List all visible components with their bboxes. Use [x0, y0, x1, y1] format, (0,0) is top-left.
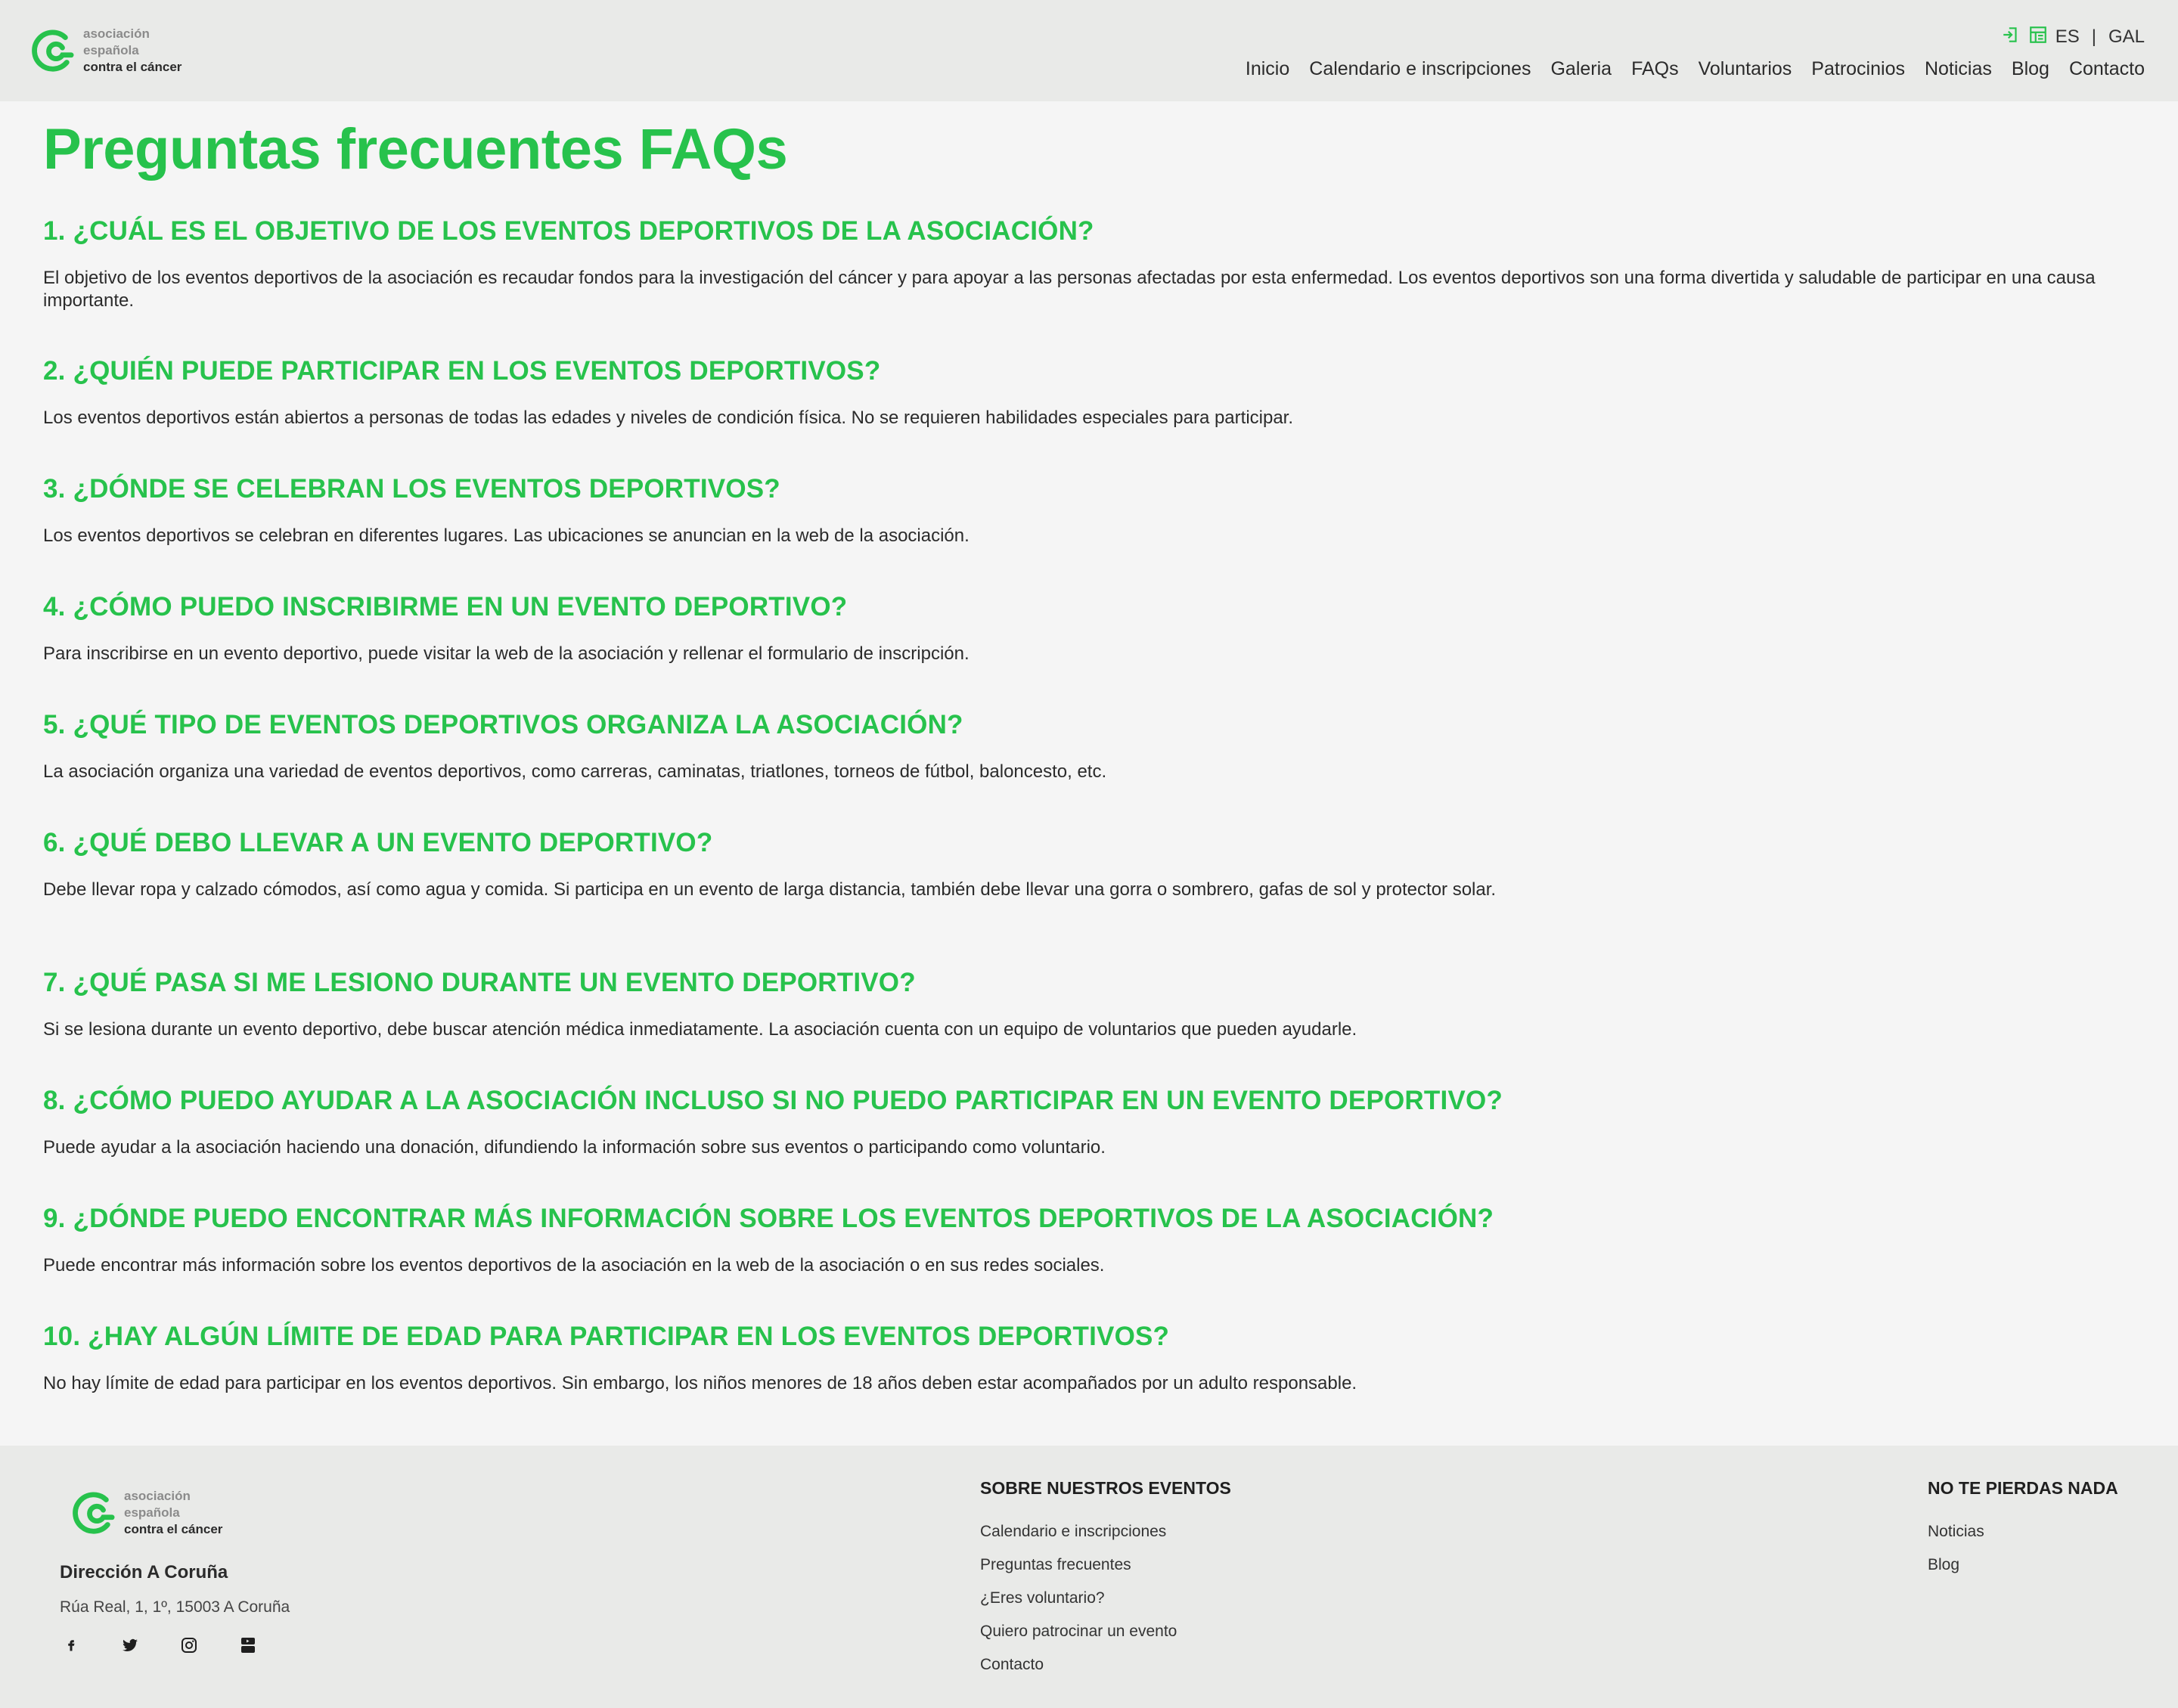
brand-line-3: contra el cáncer: [124, 1522, 223, 1536]
faq-question: 5. ¿QUÉ TIPO DE EVENTOS DEPORTIVOS ORGANIZA LA ASOCIACIÓN?: [43, 710, 963, 739]
footer-link-patrocinar[interactable]: Quiero patrocinar un evento: [980, 1623, 1177, 1640]
faq-answer: Puede ayudar a la asociación haciendo una donación, difundiendo la información sobre sus eventos o participando como voluntario.: [43, 1137, 1106, 1158]
footer-col-news: [1928, 1477, 2118, 1582]
brand-line-3: contra el cáncer: [83, 60, 182, 74]
instagram-icon[interactable]: [178, 1635, 200, 1656]
faq-content: [43, 113, 2145, 1393]
faq-item: [43, 966, 2145, 1041]
faq-answer: No hay límite de edad para participar en los eventos deportivos. Sin embargo, los niños menores de 18 años deben estar acompañados por un adulto responsable.: [43, 1373, 1357, 1393]
nav-blog[interactable]: Blog: [2011, 57, 2049, 79]
nav-inicio[interactable]: Inicio: [1245, 57, 1290, 79]
login-icon[interactable]: [2001, 25, 2021, 50]
lang-separator: |: [2091, 26, 2096, 47]
social-links: [60, 1635, 259, 1656]
nav-voluntarios[interactable]: Voluntarios: [1698, 57, 1792, 79]
main-nav: [1246, 56, 2145, 82]
footer-col-title: SOBRE NUESTROS EVENTOS: [980, 1478, 1231, 1498]
faq-item: [43, 472, 2145, 547]
brand-line-1: asociación: [83, 26, 150, 41]
facebook-icon[interactable]: [60, 1635, 82, 1656]
faq-answer: Si se lesiona durante un evento deportivo, debe buscar atención médica inmediatamente. La asociación cuenta con un equipo de voluntarios que pueden ayudarle.: [43, 1019, 1357, 1040]
address-text: Rúa Real, 1, 1º, 15003 A Coruña: [60, 1598, 290, 1616]
faq-item: [43, 590, 2145, 665]
footer-link-calendario[interactable]: Calendario e inscripciones: [980, 1523, 1167, 1540]
brand-logo-icon: [71, 1489, 115, 1536]
faq-question: 8. ¿CÓMO PUEDO AYUDAR A LA ASOCIACIÓN INCLUSO SI NO PUEDO PARTICIPAR EN UN EVENTO DEPORTIVO?: [43, 1086, 1503, 1115]
faq-answer: Los eventos deportivos están abiertos a personas de todas las edades y niveles de condición física. No se requieren habilidades especiales para participar.: [43, 408, 1294, 428]
nav-noticias[interactable]: Noticias: [1924, 57, 1992, 79]
faq-question: 7. ¿QUÉ PASA SI ME LESIONO DURANTE UN EVENTO DEPORTIVO?: [43, 968, 916, 997]
footer-link-contacto[interactable]: Contacto: [980, 1656, 1044, 1673]
faq-item: [43, 214, 2145, 312]
dashboard-icon[interactable]: [2028, 25, 2048, 50]
nav-calendario[interactable]: Calendario e inscripciones: [1309, 57, 1531, 79]
utility-bar: [2001, 26, 2145, 48]
faq-answer: Puede encontrar más información sobre los eventos deportivos de la asociación en la web de la asociación o en sus redes sociales.: [43, 1255, 1105, 1276]
faq-answer: La asociación organiza una variedad de eventos deportivos, como carreras, caminatas, triatlones, torneos de fútbol, baloncesto, etc.: [43, 761, 1107, 782]
brand-line-1: asociación: [124, 1489, 191, 1503]
nav-galeria[interactable]: Galeria: [1550, 57, 1612, 79]
brand-line-2: española: [124, 1505, 180, 1520]
faq-answer: Para inscribirse en un evento deportivo, puede visitar la web de la asociación y rellenar el formulario de inscripción.: [43, 643, 970, 664]
faq-item: [43, 708, 2145, 783]
faq-question: 3. ¿DÓNDE SE CELEBRAN LOS EVENTOS DEPORTIVOS?: [43, 474, 780, 504]
nav-contacto[interactable]: Contacto: [2068, 57, 2145, 79]
faq-item: [43, 1319, 2145, 1395]
faq-answer: El objetivo de los eventos deportivos de la asociación es recaudar fondos para la investigación del cáncer y para apoyar a las personas afectadas por esta enfermedad. Los eventos deportivos son una forma divertida y saludable de participar en una causa importante.: [43, 268, 2096, 311]
faq-item: [43, 1201, 2145, 1277]
faq-question: 10. ¿HAY ALGÚN LÍMITE DE EDAD PARA PARTICIPAR EN LOS EVENTOS DEPORTIVOS?: [43, 1322, 1170, 1351]
footer-link-voluntario[interactable]: ¿Eres voluntario?: [980, 1589, 1105, 1607]
faq-question: 4. ¿CÓMO PUEDO INSCRIBIRME EN UN EVENTO DEPORTIVO?: [43, 592, 848, 622]
brand-line-2: española: [83, 43, 139, 57]
lang-gal[interactable]: GAL: [2108, 26, 2145, 47]
faq-answer: Los eventos deportivos se celebran en diferentes lugares. Las ubicaciones se anuncian en la web de la asociación.: [43, 525, 970, 546]
faq-item: [43, 826, 2145, 901]
faq-answer: Debe llevar ropa y calzado cómodos, así como agua y comida. Si participa en un evento de larga distancia, también debe llevar una gorra o sombrero, gafas de sol y protector solar.: [43, 879, 1497, 900]
faq-item: [43, 354, 2145, 429]
brand-logo[interactable]: [30, 26, 182, 76]
faq-question: 9. ¿DÓNDE PUEDO ENCONTRAR MÁS INFORMACIÓN SOBRE LOS EVENTOS DEPORTIVOS DE LA ASOCIACIÓN?: [43, 1204, 1494, 1233]
youtube-icon[interactable]: [237, 1635, 259, 1656]
footer-logo[interactable]: [71, 1488, 222, 1538]
site-header: [0, 0, 2178, 101]
footer-col-title: NO TE PIERDAS NADA: [1928, 1478, 2118, 1498]
nav-faqs[interactable]: FAQs: [1631, 57, 1679, 79]
footer-link-blog[interactable]: Blog: [1928, 1556, 1960, 1573]
footer-link-faqs[interactable]: Preguntas frecuentes: [980, 1556, 1131, 1573]
twitter-icon[interactable]: [119, 1635, 141, 1656]
faq-question: 6. ¿QUÉ DEBO LLEVAR A UN EVENTO DEPORTIVO?: [43, 828, 713, 857]
lang-es[interactable]: ES: [2055, 26, 2080, 47]
footer-link-noticias[interactable]: Noticias: [1928, 1523, 1984, 1540]
faq-question: 2. ¿QUIÉN PUEDE PARTICIPAR EN LOS EVENTOS DEPORTIVOS?: [43, 356, 881, 386]
faq-question: 1. ¿CUÁL ES EL OBJETIVO DE LOS EVENTOS DEPORTIVOS DE LA ASOCIACIÓN?: [43, 216, 1094, 246]
brand-logo-icon: [30, 27, 74, 74]
faq-item: [43, 1083, 2145, 1159]
footer-col-events: [980, 1477, 1231, 1682]
address-title: Dirección A Coruña: [60, 1562, 228, 1582]
nav-patrocinios[interactable]: Patrocinios: [1811, 57, 1905, 79]
page-title: Preguntas frecuentes FAQs: [43, 117, 788, 181]
